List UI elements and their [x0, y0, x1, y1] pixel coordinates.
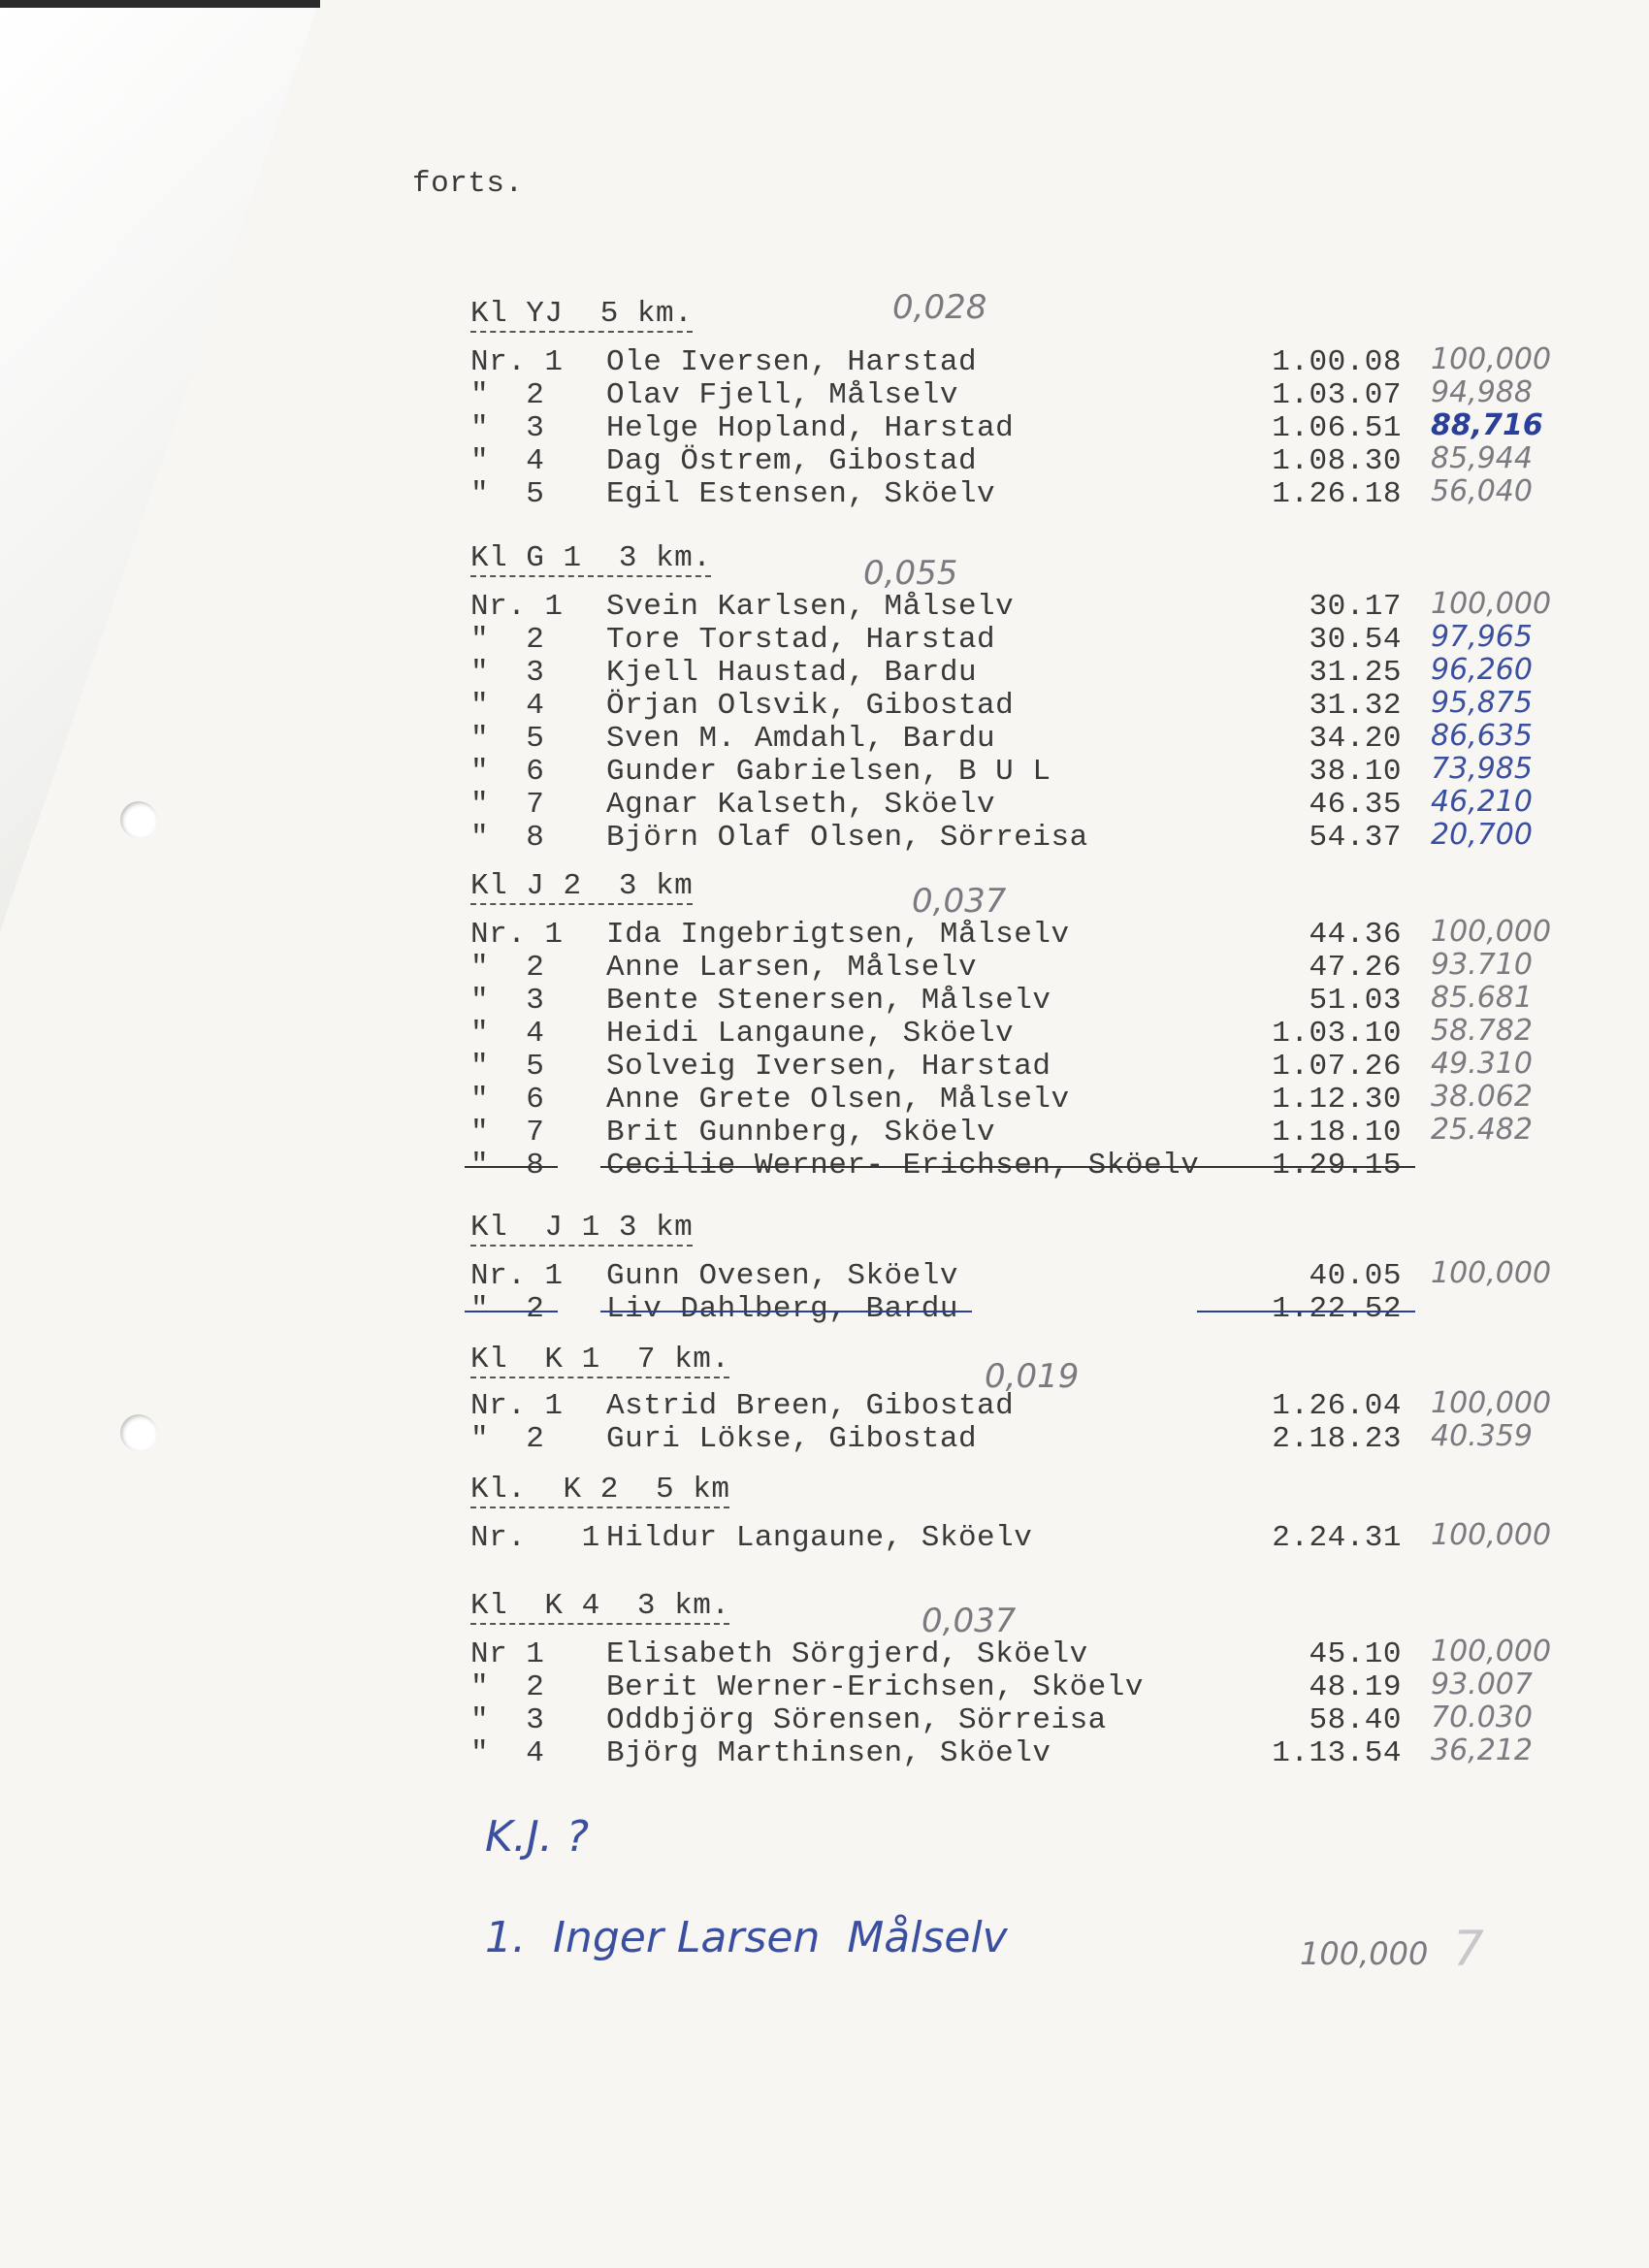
result-points: 100,000: [1431, 587, 1552, 621]
result-place: " 7: [470, 1116, 545, 1150]
result-name: Egil Estensen, Sköelv: [606, 477, 996, 511]
result-time: 45.10: [1309, 1637, 1402, 1671]
result-points: 100,000: [1431, 1635, 1552, 1669]
result-points: 100,000: [1431, 342, 1552, 376]
result-name: Cecilie Werner- Erichsen, Sköelv: [606, 1149, 1200, 1183]
result-points: 100,000: [1431, 915, 1552, 949]
result-points: 85,944: [1431, 441, 1533, 475]
result-name: Brit Gunnberg, Sköelv: [606, 1116, 996, 1150]
result-name: Örjan Olsvik, Gibostad: [606, 689, 1015, 723]
result-time: 58.40: [1309, 1703, 1402, 1737]
result-time: 1.26.04: [1272, 1389, 1402, 1423]
result-time: 47.26: [1309, 951, 1402, 985]
result-points: 86,635: [1431, 719, 1533, 753]
result-place: " 2: [470, 1670, 545, 1704]
result-place: " 2: [470, 378, 545, 412]
result-name: Elisabeth Sörgjerd, Sköelv: [606, 1637, 1088, 1671]
section-heading: Kl. K 2 5 km: [470, 1473, 730, 1507]
result-name: Kjell Haustad, Bardu: [606, 656, 978, 690]
result-time: 1.08.30: [1272, 444, 1402, 478]
result-time: 1.18.10: [1272, 1116, 1402, 1150]
result-time: 1.00.08: [1272, 345, 1402, 379]
result-points: 70.030: [1431, 1701, 1533, 1734]
result-points: 93.710: [1431, 948, 1533, 982]
result-place: " 4: [470, 444, 545, 478]
result-time: 1.03.10: [1272, 1017, 1402, 1051]
section-factor: 0,019: [985, 1357, 1080, 1396]
result-points: 58.782: [1431, 1014, 1533, 1048]
result-time: 54.37: [1309, 821, 1402, 855]
result-name: Olav Fjell, Målselv: [606, 378, 958, 412]
result-place: " 2: [470, 951, 545, 985]
result-time: 1.22.52: [1203, 1294, 1402, 1324]
result-points: 100,000: [1431, 1256, 1552, 1290]
result-place: Nr. 1: [470, 590, 564, 624]
result-name: Sven M. Amdahl, Bardu: [606, 722, 996, 756]
result-time: 30.54: [1309, 623, 1402, 657]
handwritten-entry-points: 100,000: [1300, 1935, 1429, 1972]
result-name: Gunder Gabrielsen, B U L: [606, 755, 1051, 789]
result-points: 97,965: [1431, 620, 1533, 654]
result-points: 38.062: [1431, 1080, 1533, 1114]
result-time: 40.05: [1309, 1259, 1402, 1293]
section-factor: 0,028: [892, 288, 987, 327]
result-name: Gunn Ovesen, Sköelv: [606, 1259, 958, 1293]
result-time: 30.17: [1309, 590, 1402, 624]
section-heading: Kl J 1 3 km: [470, 1211, 694, 1245]
result-time: 38.10: [1309, 755, 1402, 789]
result-name: Guri Lökse, Gibostad: [606, 1422, 978, 1456]
result-name: Solveig Iversen, Harstad: [606, 1050, 1051, 1084]
result-points: 96,260: [1431, 653, 1533, 687]
result-name: Heidi Langaune, Sköelv: [606, 1017, 1015, 1051]
result-points: 46,210: [1431, 785, 1533, 819]
punch-hole-lower: [120, 1414, 157, 1451]
result-points: 25.482: [1431, 1113, 1533, 1147]
result-name: Liv Dahlberg, Bardu: [606, 1292, 958, 1326]
result-points: 49.310: [1431, 1047, 1533, 1081]
result-place: " 4: [470, 1017, 545, 1051]
margin-mark: 7: [1453, 1921, 1484, 1977]
result-place: " 3: [470, 984, 545, 1018]
result-place: " 2: [470, 1292, 545, 1326]
result-place: " 2: [470, 1422, 545, 1456]
punch-hole-upper: [120, 801, 157, 838]
result-points: 94,988: [1431, 375, 1533, 409]
result-place: Nr 1: [470, 1637, 545, 1671]
result-name: Tore Torstad, Harstad: [606, 623, 996, 657]
result-points: 73,985: [1431, 752, 1533, 786]
result-time: 1.12.30: [1272, 1083, 1402, 1117]
result-name: Berit Werner-Erichsen, Sköelv: [606, 1670, 1144, 1704]
result-points: 20,700: [1431, 818, 1533, 852]
result-time: 2.18.23: [1272, 1422, 1402, 1456]
section-factor: 0,055: [863, 554, 958, 593]
result-name: Anne Grete Olsen, Målselv: [606, 1083, 1070, 1117]
result-points: 100,000: [1431, 1386, 1552, 1420]
result-place: " 3: [470, 656, 545, 690]
result-place: Nr. 1: [470, 1521, 600, 1555]
result-time: 46.35: [1309, 788, 1402, 822]
result-time: 1.29.15: [1203, 1150, 1402, 1181]
result-points: 85.681: [1431, 981, 1533, 1015]
result-name: Ole Iversen, Harstad: [606, 345, 978, 379]
result-points: 93.007: [1431, 1668, 1533, 1701]
result-name: Svein Karlsen, Målselv: [606, 590, 1015, 624]
result-place: " 5: [470, 1050, 545, 1084]
result-time: 51.03: [1309, 984, 1402, 1018]
result-name: Agnar Kalseth, Sköelv: [606, 788, 996, 822]
result-place: " 4: [470, 689, 545, 723]
result-name: Bente Stenersen, Målselv: [606, 984, 1051, 1018]
result-time: 34.20: [1309, 722, 1402, 756]
result-time: 48.19: [1309, 1670, 1402, 1704]
section-heading: Kl YJ 5 km.: [470, 297, 694, 331]
result-time: 1.03.07: [1272, 378, 1402, 412]
result-time: 1.07.26: [1272, 1050, 1402, 1084]
result-name: Anne Larsen, Målselv: [606, 951, 978, 985]
section-factor: 0,037: [912, 882, 1007, 921]
background-edge: [0, 0, 320, 8]
result-name: Hildur Langaune, Sköelv: [606, 1521, 1033, 1555]
result-place: " 8: [470, 1149, 545, 1183]
result-place: Nr. 1: [470, 1389, 564, 1423]
continuation-header: forts.: [412, 167, 524, 201]
section-heading: Kl K 4 3 km.: [470, 1589, 730, 1623]
result-name: Dag Östrem, Gibostad: [606, 444, 978, 478]
result-time: 31.25: [1309, 656, 1402, 690]
result-place: " 7: [470, 788, 545, 822]
result-name: Astrid Breen, Gibostad: [606, 1389, 1015, 1423]
result-time: 2.24.31: [1272, 1521, 1402, 1555]
result-place: " 4: [470, 1736, 545, 1770]
result-time: 1.13.54: [1272, 1736, 1402, 1770]
section-factor: 0,037: [922, 1602, 1017, 1640]
section-heading: Kl G 1 3 km.: [470, 541, 712, 575]
result-name: Ida Ingebrigtsen, Målselv: [606, 918, 1070, 952]
result-place: " 6: [470, 1083, 545, 1117]
result-place: Nr. 1: [470, 918, 564, 952]
result-name: Björg Marthinsen, Sköelv: [606, 1736, 1051, 1770]
result-place: " 5: [470, 722, 545, 756]
result-points: 88,716: [1431, 408, 1543, 442]
result-place: " 3: [470, 411, 545, 445]
result-time: 31.32: [1309, 689, 1402, 723]
result-points: 40.359: [1431, 1419, 1533, 1453]
result-place: Nr. 1: [470, 345, 564, 379]
result-points: 36,212: [1431, 1733, 1533, 1767]
handwritten-class-note: K.J. ?: [485, 1812, 590, 1862]
section-heading: Kl J 2 3 km: [470, 869, 694, 903]
result-place: Nr. 1: [470, 1259, 564, 1293]
section-heading: Kl K 1 7 km.: [470, 1343, 730, 1377]
result-time: 44.36: [1309, 918, 1402, 952]
result-place: " 3: [470, 1703, 545, 1737]
result-points: 100,000: [1431, 1518, 1552, 1552]
result-time: 1.06.51: [1272, 411, 1402, 445]
result-place: " 2: [470, 623, 545, 657]
result-time: 1.26.18: [1272, 477, 1402, 511]
result-place: " 5: [470, 477, 545, 511]
result-name: Oddbjörg Sörensen, Sörreisa: [606, 1703, 1107, 1737]
result-points: 95,875: [1431, 686, 1533, 720]
result-place: " 8: [470, 821, 545, 855]
result-name: Björn Olaf Olsen, Sörreisa: [606, 821, 1088, 855]
handwritten-entry: 1. Inger Larsen Målselv: [485, 1913, 1008, 1962]
result-points: 56,040: [1431, 474, 1533, 508]
result-place: " 6: [470, 755, 545, 789]
result-name: Helge Hopland, Harstad: [606, 411, 1015, 445]
